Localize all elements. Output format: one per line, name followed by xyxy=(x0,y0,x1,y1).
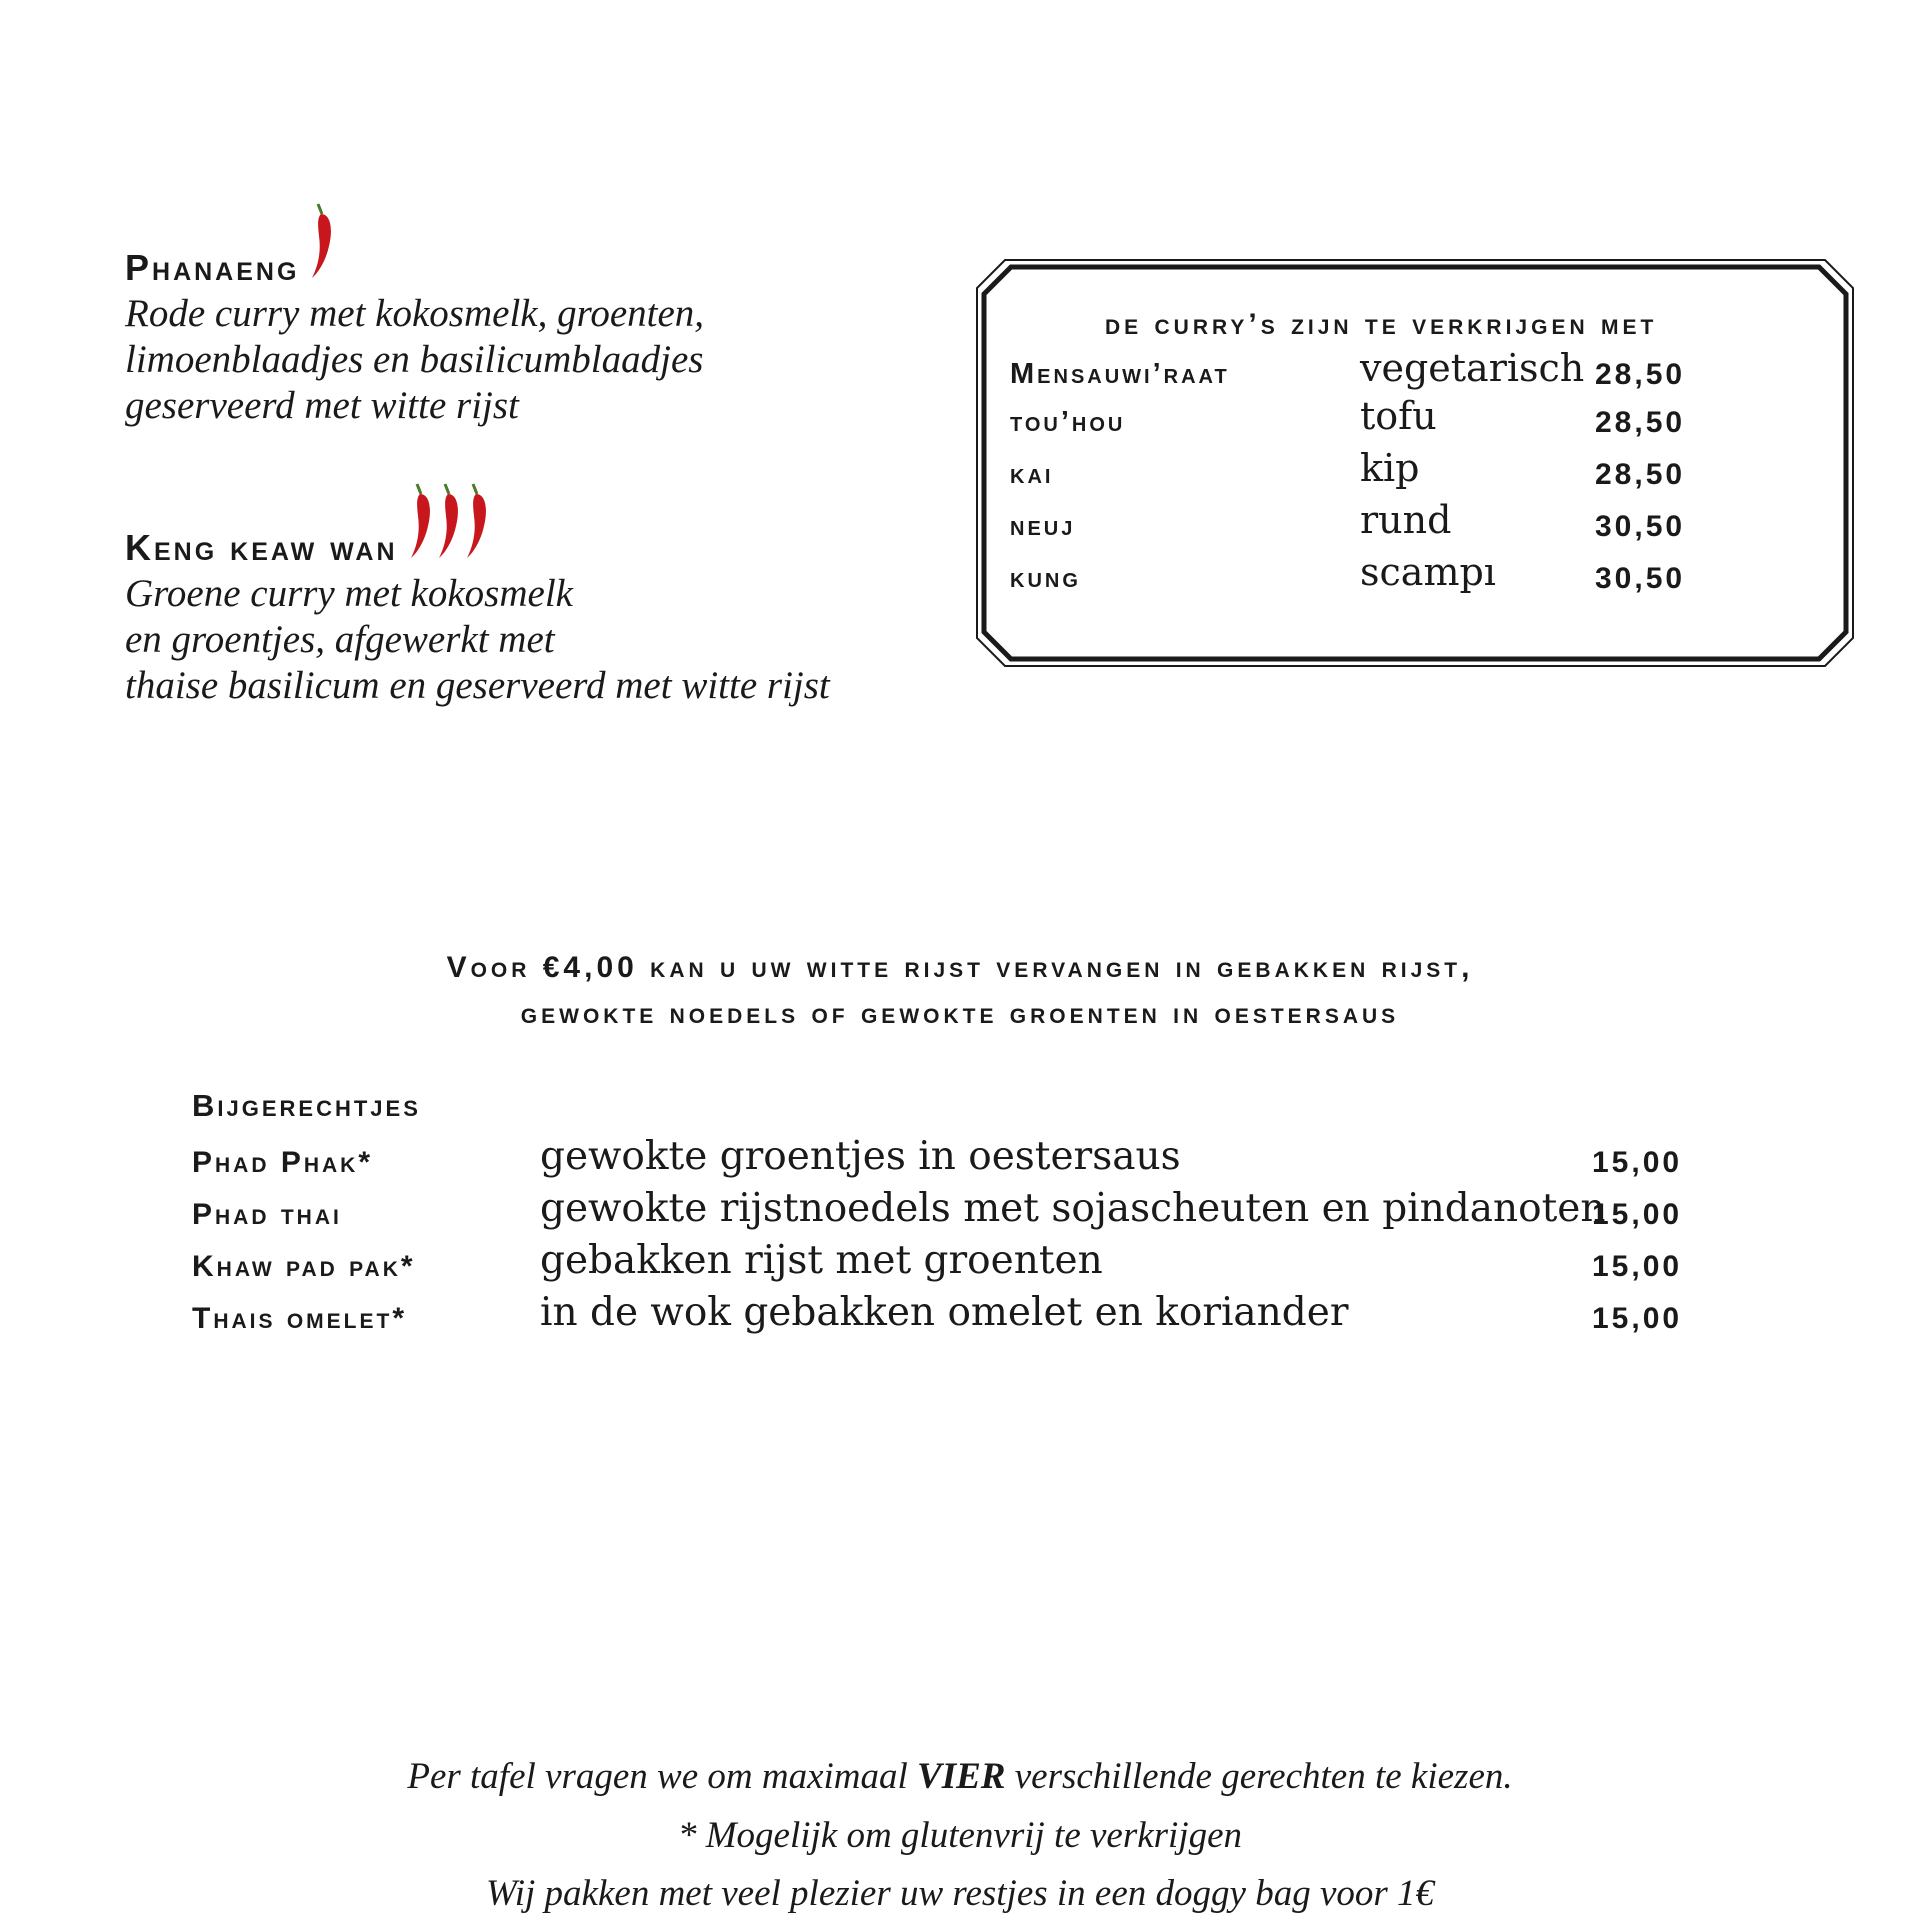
curry-option-protein: vegetarisch xyxy=(1360,346,1585,390)
dish-name: Phanaeng xyxy=(125,247,300,288)
curry-box-heading: de curry’s zijn te verkrijgen met xyxy=(1105,308,1658,341)
dish-name: Keng keaw wan xyxy=(125,527,398,568)
curry-option-protein: kip xyxy=(1360,446,1420,490)
side-dish-name: Phad Phak* xyxy=(192,1146,374,1179)
chili-pepper-icon xyxy=(464,480,492,569)
side-dish-price: 15,00 xyxy=(1592,1250,1683,1283)
side-dish-row xyxy=(192,1186,1752,1244)
side-dish-row xyxy=(192,1290,1752,1348)
side-dish-row xyxy=(192,1238,1752,1296)
curry-option-price: 28,50 xyxy=(1595,406,1686,439)
curry-option-row xyxy=(1010,550,1710,612)
side-dish-name: Thais omelet* xyxy=(192,1302,408,1335)
curry-option-protein: rund xyxy=(1360,498,1452,542)
side-dish-price: 15,00 xyxy=(1592,1146,1683,1179)
curry-option-protein: scampı xyxy=(1360,550,1496,594)
dish-phanaeng xyxy=(125,200,704,429)
curry-option-protein: tofu xyxy=(1360,394,1437,438)
curry-option-name: kung xyxy=(1010,562,1081,594)
curry-option-price: 28,50 xyxy=(1595,358,1686,391)
chili-pepper-icon xyxy=(436,480,464,569)
side-dish-description: gewokte groentjes in oestersaus xyxy=(540,1134,1181,1179)
curry-option-name: neuj xyxy=(1010,510,1076,542)
side-dish-price: 15,00 xyxy=(1592,1302,1683,1335)
curry-option-price: 28,50 xyxy=(1595,458,1686,491)
dish-description: Rode curry met kokosmelk, groenten, limoenblaadjes en basilicumblaadjes geserveerd met witte rijst xyxy=(125,292,705,427)
chili-pepper-icon xyxy=(408,480,436,569)
side-dish-name: Phad thai xyxy=(192,1198,342,1231)
curry-option-price: 30,50 xyxy=(1595,510,1686,543)
curry-option-name: kai xyxy=(1010,458,1054,490)
side-dish-name: Khaw pad pak* xyxy=(192,1250,416,1283)
curry-option-name: tou’hou xyxy=(1010,406,1126,438)
dish-title xyxy=(125,480,830,569)
rice-replacement-note: Voor €4,00 kan u uw witte rijst vervangen in gebakken rijst, gewokte noedels of gewokte groenten in oestersaus xyxy=(446,951,1474,1030)
footer-table-limit: Per tafel vragen we om maximaal VIER verschillende gerechten te kiezen. xyxy=(407,1756,1513,1797)
side-dish-row xyxy=(192,1134,1752,1192)
curry-option-name: Mensauwi’raat xyxy=(1010,358,1230,390)
side-dish-description: gebakken rijst met groenten xyxy=(540,1238,1103,1283)
side-dish-description: gewokte rijstnoedels met sojascheuten en pindanoten xyxy=(540,1186,1606,1231)
side-dishes-heading: Bijgerechtjes xyxy=(192,1088,421,1123)
curry-option-price: 30,50 xyxy=(1595,562,1686,595)
dish-keng-keaw-wan xyxy=(125,480,830,709)
footer-doggy-bag-note: Wij pakken met veel plezier uw restjes in een doggy bag voor 1€ xyxy=(485,1873,1435,1914)
side-dish-price: 15,00 xyxy=(1592,1198,1683,1231)
dish-title xyxy=(125,200,704,289)
dish-description: Groene curry met kokosmelk en groentjes, afgewerkt met thaise basilicum en geserveerd met witte rijst xyxy=(125,572,830,707)
footer-emphasis: VIER xyxy=(917,1756,1006,1797)
side-dish-description: in de wok gebakken omelet en koriander xyxy=(540,1290,1349,1335)
footer-gluten-note: * Mogelijk om glutenvrij te verkrijgen xyxy=(677,1815,1243,1856)
chili-pepper-icon xyxy=(309,200,337,289)
